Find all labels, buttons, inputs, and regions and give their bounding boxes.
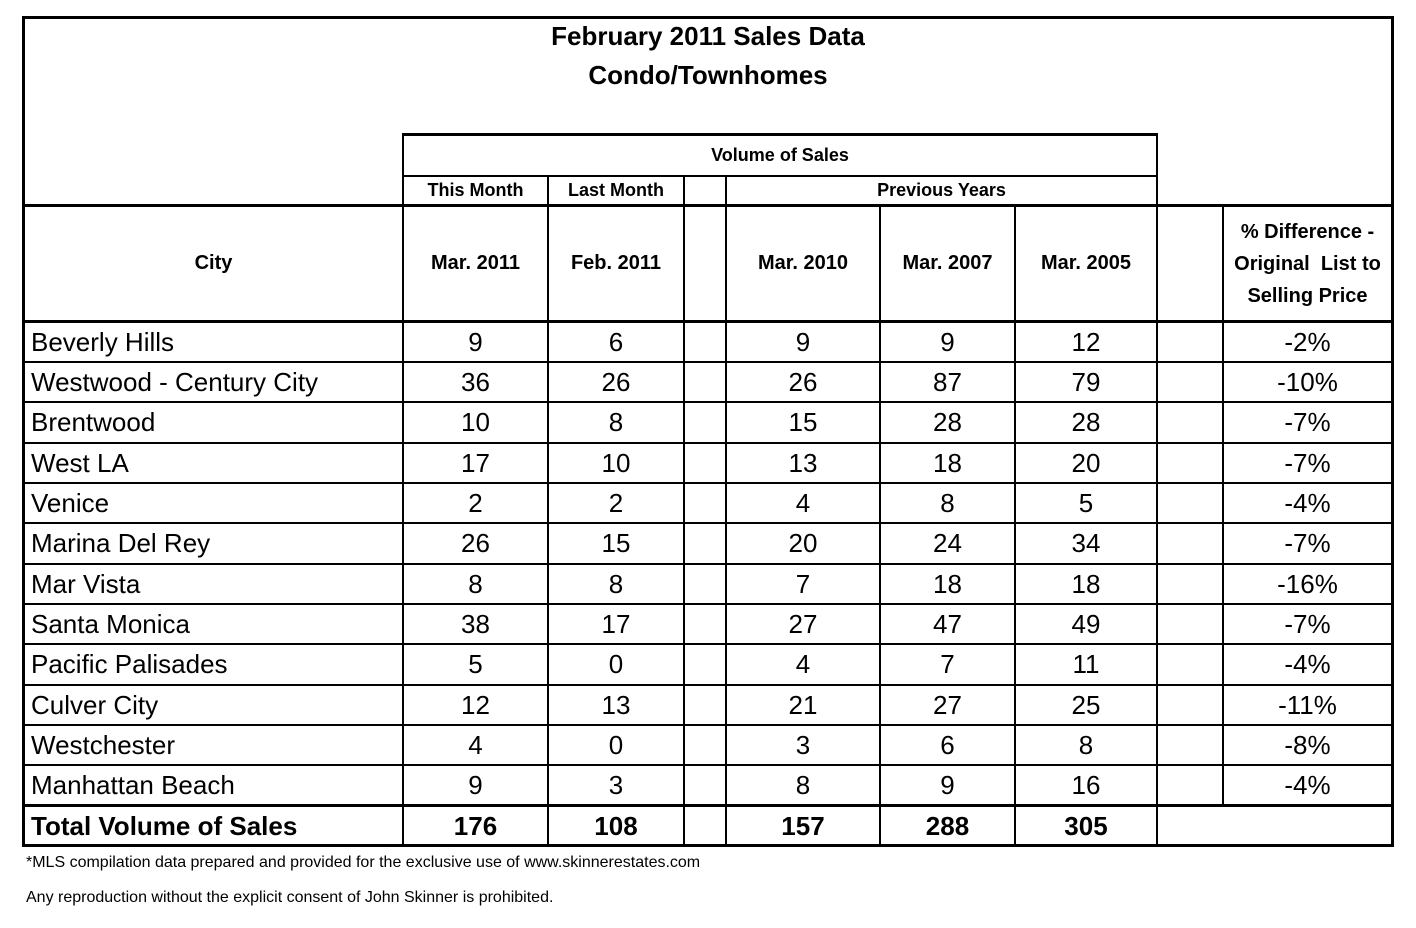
cell-mar2007: 87 xyxy=(933,366,962,397)
cell-feb2011: 15 xyxy=(601,527,631,558)
cell-mar2007: 6 xyxy=(940,729,955,760)
cell-pct-difference: -7% xyxy=(1284,608,1331,639)
cell-mar2005: 8 xyxy=(1078,729,1094,760)
cell-mar2010: 7 xyxy=(795,568,811,599)
cell-mar2007: 7 xyxy=(940,648,955,679)
cell-feb2011: 26 xyxy=(601,366,631,397)
cell-mar2010: 4 xyxy=(795,487,811,518)
cell-pct-difference: -7% xyxy=(1284,447,1331,478)
cell-mar2007: 28 xyxy=(933,406,962,437)
this-month-header: This Month xyxy=(427,180,524,200)
cell-feb2011: 8 xyxy=(608,568,624,599)
cell-mar2010: 21 xyxy=(788,689,818,720)
pct-header-line3: Selling Price xyxy=(1247,284,1368,307)
cell-city: Beverly Hills xyxy=(31,326,175,357)
cell-mar2010: 4 xyxy=(795,648,811,679)
col-header-mar2010: Mar. 2010 xyxy=(757,252,849,274)
cell-city: Marina Del Rey xyxy=(31,527,211,558)
cell-mar2010: 3 xyxy=(795,729,811,760)
last-month-header: Last Month xyxy=(568,180,664,200)
cell-mar2007: 24 xyxy=(933,527,962,558)
cell-city: Pacific Palisades xyxy=(31,648,228,679)
cell-mar2010: 9 xyxy=(795,326,811,357)
col-header-city: City xyxy=(194,252,233,274)
subheader-line-2 xyxy=(683,176,685,205)
cell-pct-difference: -7% xyxy=(1284,527,1331,558)
footnote-reproduction: Any reproduction without the explicit consent of John Skinner is prohibited. xyxy=(26,889,554,906)
volume-of-sales-header: Volume of Sales xyxy=(711,145,849,165)
page-subtitle: Condo/Townhomes xyxy=(588,60,828,90)
cell-mar2011: 36 xyxy=(461,366,490,397)
cell-mar2010: 26 xyxy=(788,366,818,397)
total-mar2007: 288 xyxy=(925,810,970,841)
total-mar2005: 305 xyxy=(1064,810,1108,841)
cell-mar2011: 2 xyxy=(468,487,483,518)
cell-city: Westwood - Century City xyxy=(31,366,319,397)
cell-mar2010: 13 xyxy=(788,447,818,478)
cell-mar2011: 26 xyxy=(461,527,490,558)
cell-pct-difference: -7% xyxy=(1284,406,1331,437)
cell-mar2005: 25 xyxy=(1071,689,1101,720)
cell-city: Santa Monica xyxy=(31,608,190,639)
cell-feb2011: 8 xyxy=(608,406,624,437)
cell-mar2007: 18 xyxy=(933,447,962,478)
previous-years-header: Previous Years xyxy=(877,180,1006,200)
cell-mar2007: 27 xyxy=(933,689,962,720)
cell-feb2011: 0 xyxy=(608,648,624,679)
cell-mar2005: 49 xyxy=(1071,608,1101,639)
cell-feb2011: 10 xyxy=(601,447,631,478)
total-feb2011: 108 xyxy=(594,810,638,841)
col-header-mar2011: Mar. 2011 xyxy=(431,252,520,274)
cell-mar2007: 47 xyxy=(933,608,962,639)
cell-mar2011: 9 xyxy=(468,326,483,357)
group-right-line xyxy=(1156,133,1158,205)
cell-mar2011: 4 xyxy=(468,729,483,760)
col-line-mar2005 xyxy=(1156,205,1158,847)
col-header-mar2007: Mar. 2007 xyxy=(902,252,993,274)
cell-pct-difference: -10% xyxy=(1277,366,1338,397)
cell-feb2011: 6 xyxy=(608,326,624,357)
cell-pct-difference: -11% xyxy=(1278,689,1337,720)
col-line-feb2011 xyxy=(683,205,685,847)
cell-feb2011: 3 xyxy=(608,769,624,800)
cell-city: Venice xyxy=(31,487,110,518)
cell-city: West LA xyxy=(31,447,129,478)
cell-pct-difference: -4% xyxy=(1284,769,1331,800)
pct-header-line2: Original List to xyxy=(1234,252,1381,275)
cell-mar2005: 20 xyxy=(1071,447,1101,478)
cell-mar2005: 79 xyxy=(1071,366,1101,397)
cell-mar2010: 27 xyxy=(788,608,818,639)
cell-mar2005: 34 xyxy=(1071,527,1101,558)
cell-pct-difference: -16% xyxy=(1277,568,1338,599)
cell-mar2011: 10 xyxy=(461,406,490,437)
cell-mar2005: 18 xyxy=(1071,568,1101,599)
col-header-pct-difference xyxy=(1224,207,1391,320)
cell-mar2010: 20 xyxy=(788,527,818,558)
cell-feb2011: 13 xyxy=(601,689,631,720)
cell-mar2007: 9 xyxy=(940,769,955,800)
total-mar2010: 157 xyxy=(781,810,825,841)
footnote-mls: *MLS compilation data prepared and provided for the exclusive use of www.skinnerestates.com xyxy=(26,854,701,871)
cell-mar2005: 11 xyxy=(1072,648,1100,679)
cell-city: Mar Vista xyxy=(31,568,141,599)
col-header-mar2005: Mar. 2005 xyxy=(1040,252,1132,274)
cell-mar2010: 15 xyxy=(788,406,818,437)
cell-city: Culver City xyxy=(31,689,159,720)
cell-mar2007: 8 xyxy=(940,487,955,518)
cell-feb2011: 17 xyxy=(601,608,631,639)
cell-mar2011: 9 xyxy=(468,769,483,800)
cell-mar2011: 12 xyxy=(461,689,490,720)
cell-mar2005: 12 xyxy=(1071,326,1101,357)
page-title: February 2011 Sales Data xyxy=(551,21,865,51)
cell-mar2007: 9 xyxy=(940,326,955,357)
total-mar2011: 176 xyxy=(453,810,498,841)
cell-mar2007: 18 xyxy=(933,568,962,599)
cell-pct-difference: -8% xyxy=(1284,729,1331,760)
cell-mar2005: 5 xyxy=(1078,487,1094,518)
total-label: Total Volume of Sales xyxy=(31,810,298,841)
cell-mar2011: 5 xyxy=(468,648,483,679)
cell-feb2011: 0 xyxy=(608,729,624,760)
cell-mar2011: 38 xyxy=(461,608,490,639)
cell-feb2011: 2 xyxy=(608,487,624,518)
cell-pct-difference: -4% xyxy=(1284,487,1331,518)
cell-city: Brentwood xyxy=(31,406,156,437)
pct-header-line1: % Difference - xyxy=(1240,220,1375,243)
col-header-feb2011: Feb. 2011 xyxy=(570,252,662,274)
cell-city: Westchester xyxy=(31,729,176,760)
cell-mar2011: 8 xyxy=(468,568,483,599)
cell-pct-difference: -2% xyxy=(1284,326,1331,357)
cell-city: Manhattan Beach xyxy=(31,769,235,800)
cell-mar2011: 17 xyxy=(461,447,490,478)
cell-mar2005: 28 xyxy=(1071,406,1101,437)
cell-pct-difference: -4% xyxy=(1284,648,1331,679)
cell-mar2010: 8 xyxy=(795,769,811,800)
cell-mar2005: 16 xyxy=(1071,769,1101,800)
